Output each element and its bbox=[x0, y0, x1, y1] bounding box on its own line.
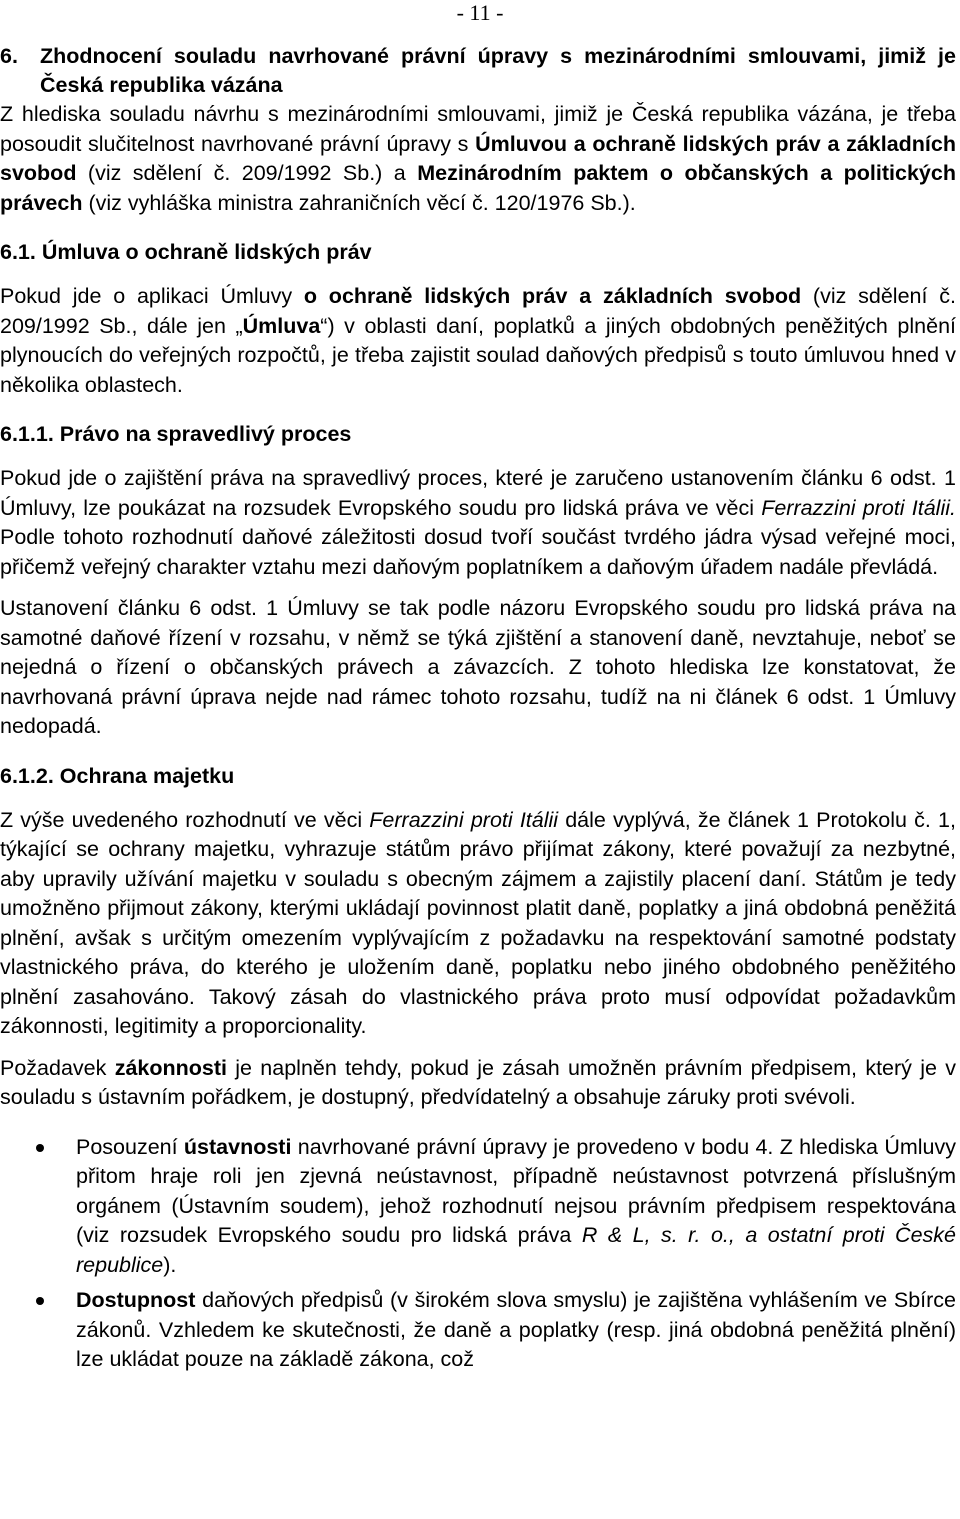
section-6-1-1-heading: 6.1.1. Právo na spravedlivý proces bbox=[0, 422, 352, 446]
text-run: Z výše uvedeného rozhodnutí ve věci bbox=[0, 807, 370, 832]
section-6-1-2-paragraph-2 bbox=[0, 1054, 956, 1113]
italic-run: Ferrazzini proti Itálii bbox=[369, 807, 559, 832]
text-run: je naplněn tehdy, pokud je zásah umožněn právním předpisem, který je v souladu s ústavním pořádkem, je dostupný, předvídatelný a obsahuje záruky proti svévoli. bbox=[0, 1055, 956, 1109]
list-item-text bbox=[76, 1286, 956, 1375]
section-6-1-paragraph bbox=[0, 282, 956, 400]
bold-run: Úmluva bbox=[242, 313, 321, 338]
text-run: (viz sdělení č. 209/1992 Sb., dále jen „ bbox=[0, 284, 956, 338]
bullet-icon bbox=[0, 1286, 76, 1375]
text-run: navrhované právní úpravy je provedeno v bodu 4. Z hlediska Úmluvy přitom hraje roli jen zjevná neústavnost, případně neústavnost potvrzená příslušným orgánem (Ústavním soudem), jehož rozhodnutí nejsou právním předpisem respektována (viz rozsudek Evropského soudu pro lidská práva bbox=[76, 1134, 956, 1247]
bold-run: ústavnosti bbox=[183, 1134, 292, 1159]
list-item bbox=[0, 1286, 956, 1375]
text-run: Pokud jde o zajištění práva na spravedlivý proces, které je zaručeno ustanovením článku 6 odst. 1 Úmluvy, lze poukázat na rozsudek Evropského soudu pro lidská práva ve věci bbox=[0, 466, 956, 520]
section-6-1-heading: 6.1. Úmluva o ochraně lidských práv bbox=[0, 240, 372, 264]
text-run: Podle tohoto rozhodnutí daňové záležitosti dosud tvoří součást tvrdého jádra výsad veřejné moci, přičemž veřejný charakter vztahu mezi daňovým poplatníkem a daňovým úřadem nadále převládá. bbox=[0, 525, 956, 579]
text-run: daňových předpisů (v širokém slova smyslu) je zajištěna vyhlášením ve Sbírce zákonů. Vzhledem ke skutečnosti, že daně a poplatky (resp. jiná obdobná peněžitá plnění) lze ukládat pouze na základě zákona, což bbox=[76, 1288, 956, 1371]
bullet-icon bbox=[0, 1133, 76, 1281]
bold-run: Dostupnost bbox=[76, 1288, 196, 1312]
italic-run: Ferrazzini proti Itálii. bbox=[761, 495, 956, 520]
section-6-title: Zhodnocení souladu navrhované právní úpravy s mezinárodními smlouvami, jimiž je Česká republika vázána bbox=[40, 44, 956, 97]
section-6-1-2-paragraph-1 bbox=[0, 806, 956, 1042]
bold-run: zákonnosti bbox=[114, 1055, 227, 1080]
text-run: (viz vyhláška ministra zahraničních věcí č. 120/1976 Sb.). bbox=[82, 190, 636, 215]
list-item bbox=[0, 1133, 956, 1281]
bold-run: o ochraně lidských práv a základních svobod bbox=[303, 284, 802, 308]
section-6-paragraph bbox=[0, 100, 956, 218]
text-run: dále vyplývá, že článek 1 Protokolu č. 1, týkající se ochrany majetku, vyhrazuje státům právo přijímat zákony, které považují za nezbytné, aby upravily užívání majetku v souladu s obecným zájmem a zajistily placení daní. Státům je tedy umožněno přijmout zákony, kterými ukládají povinnost platit daně, poplatky a jiná obdobná peněžitá plnění, avšak s určitým omezením vyplývajícím z požadavku na respektování samotné podstaty vlastnického práva, do kterého je uložením daně, poplatku nebo jiného obdobného peněžitého plnění zasahováno. Takový zásah do vlastnického práva proto musí odpovídat požadavkům zákonnosti, legitimity a proporcionality. bbox=[0, 807, 956, 1038]
document-body bbox=[0, 42, 956, 1381]
italic-run: R & L, s. r. o., a ostatní proti České republice bbox=[76, 1223, 956, 1277]
page-number: - 11 - bbox=[456, 0, 504, 25]
text-run: Požadavek bbox=[0, 1055, 115, 1080]
bold-run: Mezinárodním paktem o občanských a politických právech bbox=[0, 161, 956, 215]
text-run: ). bbox=[163, 1252, 177, 1277]
text-run: “) v oblasti daní, poplatků a jiných obdobných peněžitých plnění plynoucích do veřejných rozpočtů, je třeba zajistit soulad daňových předpisů s touto úmluvou hned v několika oblastech. bbox=[0, 313, 957, 397]
text-run: (viz sdělení č. 209/1992 Sb.) a bbox=[76, 161, 418, 185]
section-6-number: 6. bbox=[0, 44, 18, 68]
criteria-bullet-list bbox=[0, 1133, 956, 1375]
list-item-text bbox=[76, 1133, 956, 1281]
text-run: Z hlediska souladu návrhu s mezinárodními smlouvami, jimiž je Česká republika vázána, je třeba posoudit slučitelnost navrhované právní úpravy s bbox=[0, 102, 956, 156]
section-6-1-1-paragraph-2: Ustanovení článku 6 odst. 1 Úmluvy se tak podle názoru Evropského soudu pro lidská práva na samotné daňové řízení v rozsahu, v němž se týká zjištění a stanovení daně, nevztahuje, neboť se nejedná o řízení o občanských právech a závazcích. Z tohoto hlediska lze konstatovat, že navrhovaná právní úprava nejde nad rámec tohoto rozsahu, tudíž na ni článek 6 odst. 1 Úmluvy nedopadá. bbox=[0, 596, 956, 738]
text-run: Pokud jde o aplikaci Úmluvy bbox=[0, 284, 304, 308]
text-run: Posouzení bbox=[76, 1134, 184, 1159]
section-6-1-2-heading: 6.1.2. Ochrana majetku bbox=[0, 763, 235, 788]
section-6-1-1-paragraph-1 bbox=[0, 464, 956, 582]
bold-run: Úmluvou a ochraně lidských práv a základních svobod bbox=[0, 131, 956, 185]
section-6-heading bbox=[0, 42, 956, 100]
